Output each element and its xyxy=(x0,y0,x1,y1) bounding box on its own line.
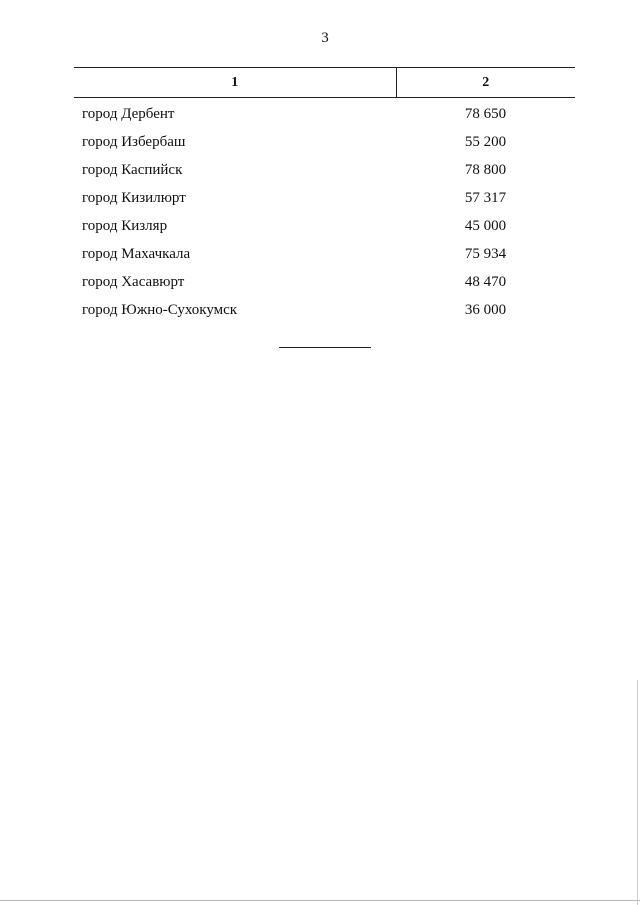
table-row xyxy=(74,212,575,240)
column-header-2: 2 xyxy=(396,68,575,98)
end-of-table-divider xyxy=(279,347,371,348)
city-name: город Кизляр xyxy=(82,217,168,234)
column-header-1: 1 xyxy=(74,68,396,98)
data-table-container xyxy=(74,67,575,324)
city-value: 78 800 xyxy=(464,161,507,178)
table-row xyxy=(74,156,575,184)
scan-bottom-edge xyxy=(0,900,640,901)
city-name: город Хасавюрт xyxy=(82,273,185,290)
city-name: город Кизилюрт xyxy=(82,189,186,206)
city-value: 78 650 xyxy=(464,105,507,122)
city-name: город Южно-Сухокумск xyxy=(82,301,238,318)
city-value: 36 000 xyxy=(464,301,507,318)
city-value: 48 470 xyxy=(464,273,507,290)
city-value: 75 934 xyxy=(464,245,507,262)
table-row xyxy=(74,98,575,129)
city-name: город Махачкала xyxy=(82,245,191,262)
city-value: 45 000 xyxy=(464,217,507,234)
scan-right-edge xyxy=(637,680,638,905)
city-value: 57 317 xyxy=(464,189,507,206)
table-row xyxy=(74,268,575,296)
city-value: 55 200 xyxy=(464,133,507,150)
city-name: город Каспийск xyxy=(82,161,183,178)
table-row xyxy=(74,128,575,156)
city-name: город Избербаш xyxy=(82,133,186,150)
table-row xyxy=(74,184,575,212)
table-row xyxy=(74,240,575,268)
data-table xyxy=(74,67,575,324)
table-header-row xyxy=(74,68,575,98)
city-name: город Дербент xyxy=(82,105,175,122)
table-row xyxy=(74,296,575,324)
page-number: 3 xyxy=(321,30,329,46)
